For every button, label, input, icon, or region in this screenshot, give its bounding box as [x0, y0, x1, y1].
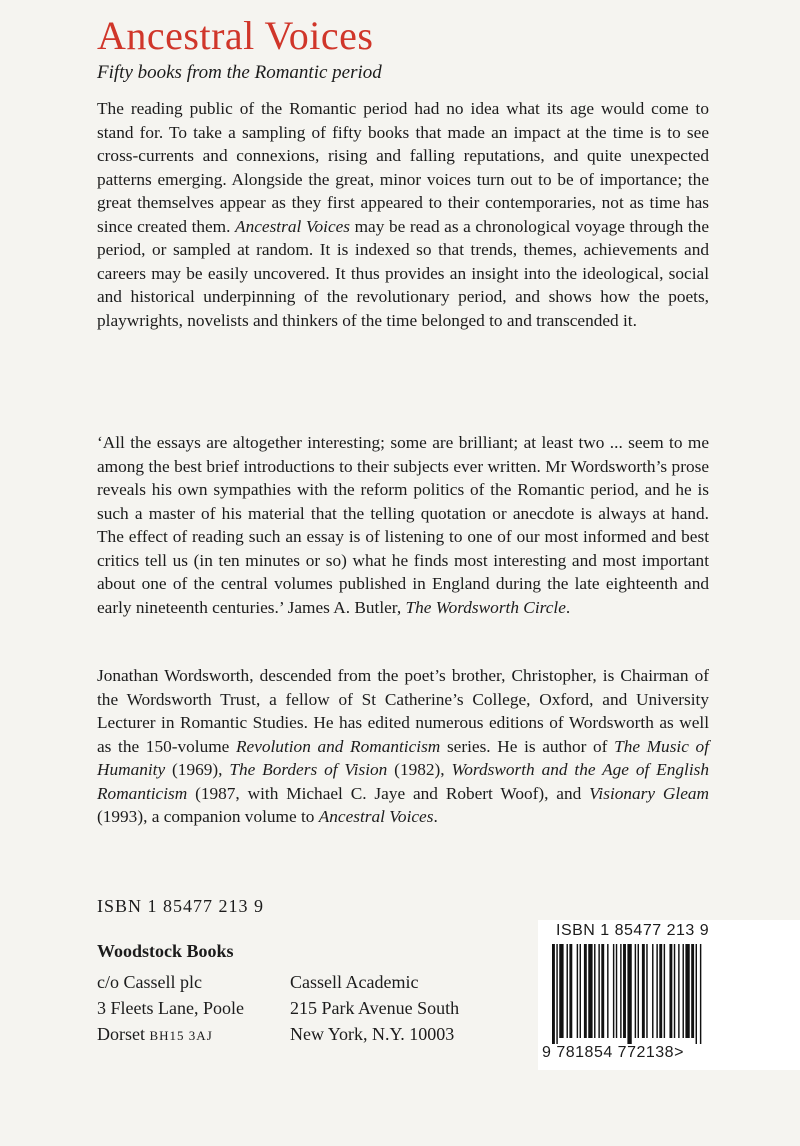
barcode-bar	[700, 944, 701, 1044]
barcode-bar	[584, 944, 587, 1038]
book-title: Ancestral Voices	[97, 13, 374, 58]
barcode-bar	[601, 944, 604, 1038]
barcode-bar	[620, 944, 621, 1038]
italic-title: Ancestral Voices	[235, 216, 351, 236]
barcode-bar	[659, 944, 662, 1038]
barcode-bar	[607, 944, 608, 1038]
publisher-address-uk: c/o Cassell plc 3 Fleets Lane, Poole Dorset BH15 3AJ	[97, 972, 244, 1044]
barcode-bar	[594, 944, 595, 1038]
barcode-bar	[616, 944, 617, 1038]
barcode-bar	[674, 944, 675, 1038]
barcode-icon	[552, 944, 752, 1044]
barcode-bar	[598, 944, 599, 1038]
postcode: BH15 3AJ	[149, 1028, 213, 1043]
barcode-bar	[580, 944, 581, 1038]
barcode-bar	[669, 944, 672, 1038]
barcode-bar	[588, 944, 592, 1038]
barcode-bar	[552, 944, 555, 1044]
barcode-bar	[664, 944, 665, 1038]
barcode-box	[538, 920, 800, 1070]
barcode-bar	[559, 944, 563, 1038]
barcode-bar	[683, 944, 684, 1038]
review-quote-paragraph: ‘All the essays are altogether interesting; some are brilliant; at least two ... seem to me among the best brief introductions to their subjects ever written. Mr Wordsworth’s prose reveals his own sympathies with the reform politics of the Romantic period, and he is such a master of his material that the telling quotation or anecdote is always at hand. The effect of reading such an essay is of listening to one of our most informed and best critics tell us (in ten minutes or so) what he finds most interesting and most important about one of the central volumes published in England during the late eighteenth and early nineteenth centuries.’ James A. Butler, The Wordsworth Circle.	[97, 433, 709, 617]
description-paragraph: The reading public of the Romantic period had no idea what its age would come to stand for. To take a sampling of fifty books that made an impact at the time is to see cross-currents and connexions, rising and falling reputations, and quite unexpected patterns emerging. Alongside the great, minor voices turn out to be of importance; the great themselves appear as they first appeared to their contemporaries, not as time has since created them. Ancestral Voices may be read as a chronological voyage through the period, or sampled at random. It is indexed so that trends, themes, achievements and careers may be easily uncovered. It thus provides an insight into the ideological, social and historical underpinning of the revolutionary period, and shows how the poets, playwrights, novelists and thinkers of the time belonged to and transcended it.	[97, 99, 709, 330]
barcode-isbn-label: ISBN 1 85477 213 9	[556, 922, 710, 939]
barcode-bar	[638, 944, 639, 1038]
barcode-bar	[623, 944, 626, 1038]
barcode-bar	[627, 944, 631, 1044]
barcode-bar	[635, 944, 636, 1038]
barcode-bar	[652, 944, 653, 1038]
barcode-bar	[577, 944, 578, 1038]
barcode-number: 9 781854 772138>	[542, 1044, 684, 1061]
isbn-text: ISBN 1 85477 213 9	[97, 896, 265, 916]
barcode-bar	[646, 944, 647, 1038]
barcode-bar	[696, 944, 697, 1044]
barcode-bar	[691, 944, 694, 1038]
book-subtitle: Fifty books from the Romantic period	[97, 62, 382, 83]
barcode-bar	[613, 944, 614, 1038]
publisher-address-us: Cassell Academic 215 Park Avenue South New York, N.Y. 10003	[290, 972, 460, 1044]
review-source: The Wordsworth Circle	[405, 597, 566, 617]
publisher-name: Woodstock Books	[97, 941, 234, 961]
barcode-bar	[567, 944, 568, 1038]
author-bio-paragraph: Jonathan Wordsworth, descended from the poet’s brother, Christopher, is Chairman of the Wordsworth Trust, a fellow of St Catherine’s College, Oxford, and University Lecturer in Romantic Studies. He has edited numerous editions of Wordsworth as well as the 150-volume Revolution and Romanticism series. He is author of The Music of Humanity (1969), The Borders of Vision (1982), Wordsworth and the Age of English Romanticism (1987, with Michael C. Jaye and Robert Woof), and Visionary Gleam (1993), a companion volume to Ancestral Voices.	[97, 666, 709, 826]
barcode-bar	[556, 944, 557, 1044]
barcode-bar	[678, 944, 679, 1038]
barcode-bar	[569, 944, 572, 1038]
barcode-bar	[685, 944, 689, 1038]
barcode-bar	[642, 944, 645, 1038]
barcode-bar	[656, 944, 657, 1038]
